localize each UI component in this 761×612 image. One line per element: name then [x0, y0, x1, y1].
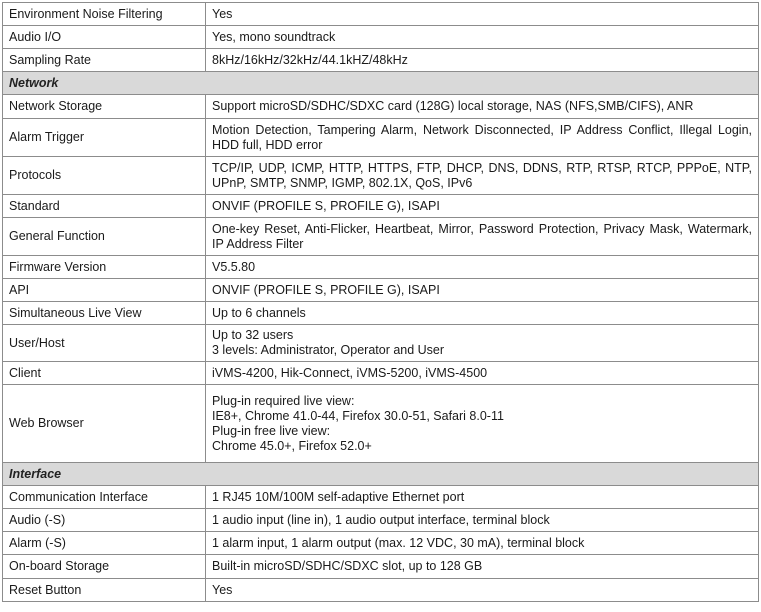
spec-label: Web Browser [3, 385, 206, 463]
spec-value-line: IE8+, Chrome 41.0-44, Firefox 30.0-51, Safari 8.0-11 [212, 408, 504, 423]
spec-row-standard [3, 195, 759, 218]
spec-value [206, 385, 759, 463]
spec-value: One-key Reset, Anti-Flicker, Heartbeat, Mirror, Password Protection, Privacy Mask, Watermark, IP Address Filter [206, 218, 759, 256]
spec-label: Firmware Version [3, 256, 206, 279]
spec-value: TCP/IP, UDP, ICMP, HTTP, HTTPS, FTP, DHCP, DNS, DDNS, RTP, RTSP, RTCP, PPPoE, NTP, UPnP, SMTP, SNMP, IGMP, 802.1X, QoS, IPv6 [206, 157, 759, 195]
spec-value [206, 325, 759, 362]
spec-label: Protocols [3, 157, 206, 195]
spec-label: API [3, 279, 206, 302]
spec-row-audio-i-o [3, 26, 759, 49]
spec-label: Simultaneous Live View [3, 302, 206, 325]
spec-label: Client [3, 362, 206, 385]
spec-row-audio-s [3, 509, 759, 532]
spec-row-simultaneous-live-view [3, 302, 759, 325]
section-header-interface [3, 463, 759, 486]
spec-row-alarm-s [3, 532, 759, 555]
spec-value: Yes [206, 3, 759, 26]
spec-label: Audio I/O [3, 26, 206, 49]
spec-value: Yes [206, 579, 759, 602]
spec-table-body [3, 3, 759, 602]
spec-value: Support microSD/SDHC/SDXC card (128G) local storage, NAS (NFS,SMB/CIFS), ANR [206, 95, 759, 119]
spec-row-network-storage [3, 95, 759, 119]
spec-value: iVMS-4200, Hik-Connect, iVMS-5200, iVMS-4500 [206, 362, 759, 385]
section-title: Interface [3, 463, 759, 486]
spec-row-general-function [3, 218, 759, 256]
spec-row-on-board-storage [3, 555, 759, 579]
spec-value-line: Plug-in free live view: [212, 423, 331, 438]
spec-value-line: Up to 32 users [212, 328, 294, 342]
spec-value: Up to 6 channels [206, 302, 759, 325]
spec-label: On-board Storage [3, 555, 206, 579]
spec-value-line: Chrome 45.0+, Firefox 52.0+ [212, 438, 372, 453]
spec-value: 1 audio input (line in), 1 audio output interface, terminal block [206, 509, 759, 532]
spec-label: Audio (-S) [3, 509, 206, 532]
spec-row-client [3, 362, 759, 385]
spec-value: ONVIF (PROFILE S, PROFILE G), ISAPI [206, 279, 759, 302]
spec-value: V5.5.80 [206, 256, 759, 279]
spec-label: Communication Interface [3, 486, 206, 509]
spec-row-reset-button [3, 579, 759, 602]
spec-value: Motion Detection, Tampering Alarm, Network Disconnected, IP Address Conflict, Illegal Login, HDD full, HDD error [206, 119, 759, 157]
spec-value-line: 3 levels: Administrator, Operator and User [212, 343, 445, 357]
spec-table [2, 2, 759, 602]
spec-label: Environment Noise Filtering [3, 3, 206, 26]
spec-label: Standard [3, 195, 206, 218]
spec-label: User/Host [3, 325, 206, 362]
spec-value-line: Plug-in required live view: [212, 393, 355, 408]
spec-label: Alarm (-S) [3, 532, 206, 555]
spec-row-api [3, 279, 759, 302]
spec-row-alarm-trigger [3, 119, 759, 157]
spec-row-firmware-version [3, 256, 759, 279]
spec-label: Network Storage [3, 95, 206, 119]
section-title: Network [3, 72, 759, 95]
spec-value: ONVIF (PROFILE S, PROFILE G), ISAPI [206, 195, 759, 218]
spec-value: Yes, mono soundtrack [206, 26, 759, 49]
spec-value: Built-in microSD/SDHC/SDXC slot, up to 128 GB [206, 555, 759, 579]
spec-row-web-browser [3, 385, 759, 463]
spec-row-environment-noise-filtering [3, 3, 759, 26]
spec-row-communication-interface [3, 486, 759, 509]
spec-row-sampling-rate [3, 49, 759, 72]
spec-value: 8kHz/16kHz/32kHz/44.1kHZ/48kHz [206, 49, 759, 72]
spec-value: 1 alarm input, 1 alarm output (max. 12 VDC, 30 mA), terminal block [206, 532, 759, 555]
spec-row-user-host [3, 325, 759, 362]
spec-label: Alarm Trigger [3, 119, 206, 157]
spec-label: General Function [3, 218, 206, 256]
spec-value: 1 RJ45 10M/100M self-adaptive Ethernet port [206, 486, 759, 509]
section-header-network [3, 72, 759, 95]
spec-label: Sampling Rate [3, 49, 206, 72]
spec-row-protocols [3, 157, 759, 195]
spec-label: Reset Button [3, 579, 206, 602]
